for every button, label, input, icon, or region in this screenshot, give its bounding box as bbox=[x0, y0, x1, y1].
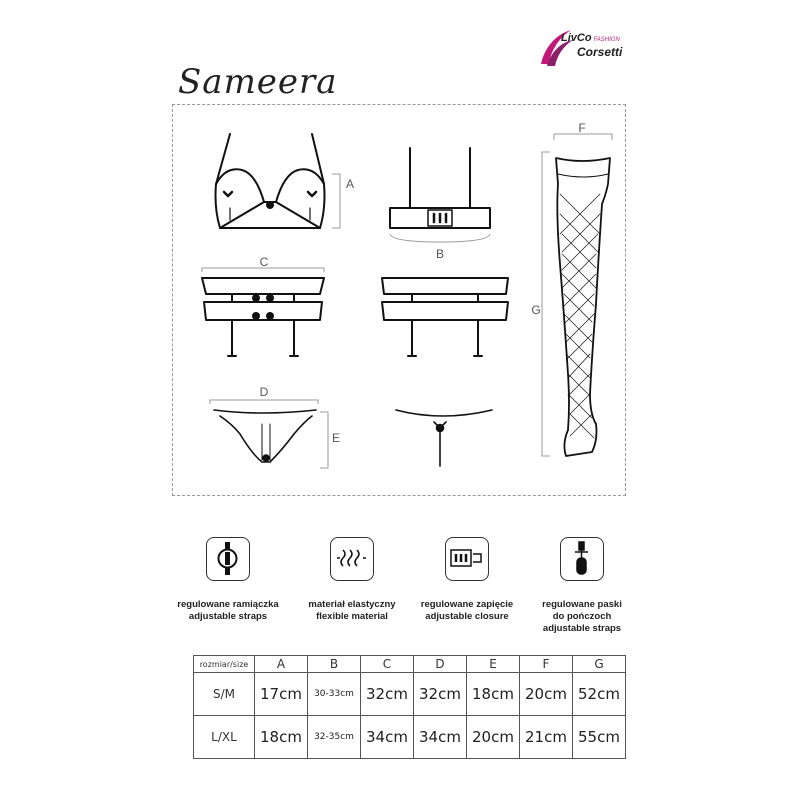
thong-front-illustration bbox=[214, 410, 316, 462]
size-cell: 32-35cm bbox=[308, 716, 361, 759]
size-cell: 20cm bbox=[520, 673, 573, 716]
table-row bbox=[194, 716, 626, 759]
size-row-label: L/XL bbox=[194, 716, 255, 759]
measure-label-b: B bbox=[435, 247, 445, 261]
size-cell: 34cm bbox=[361, 716, 414, 759]
feature-label-material: materiał elastyczny flexible material bbox=[308, 599, 396, 622]
bra-back-illustration bbox=[390, 148, 490, 228]
size-table-header-row bbox=[194, 656, 626, 673]
bra-front-illustration bbox=[216, 134, 325, 228]
size-col-e: E bbox=[467, 656, 520, 673]
feature-label-garter-straps: regulowane paski do pończoch adjustable straps bbox=[542, 599, 622, 634]
measure-label-g: G bbox=[531, 303, 541, 317]
size-table bbox=[193, 655, 626, 759]
garter-belt-back-illustration bbox=[382, 278, 508, 356]
size-col-f: F bbox=[520, 656, 573, 673]
size-col-g: G bbox=[573, 656, 626, 673]
size-col-b: B bbox=[308, 656, 361, 673]
size-cell: 21cm bbox=[520, 716, 573, 759]
size-cell: 30-33cm bbox=[308, 673, 361, 716]
brand-name-line2: Corsetti bbox=[577, 45, 623, 59]
thong-back-illustration bbox=[396, 410, 492, 466]
measure-label-d: D bbox=[259, 385, 269, 399]
table-row bbox=[194, 673, 626, 716]
size-cell: 18cm bbox=[467, 673, 520, 716]
size-table-corner: rozmiar/size bbox=[194, 656, 255, 673]
size-cell: 17cm bbox=[255, 673, 308, 716]
measure-label-f: F bbox=[578, 121, 586, 135]
garter-clip-icon bbox=[560, 537, 604, 581]
stocking-illustration bbox=[556, 158, 610, 456]
size-cell: 18cm bbox=[255, 716, 308, 759]
brand-logo bbox=[535, 26, 635, 74]
measure-label-c: C bbox=[259, 255, 269, 269]
size-cell: 52cm bbox=[573, 673, 626, 716]
size-row-label: S/M bbox=[194, 673, 255, 716]
size-col-c: C bbox=[361, 656, 414, 673]
feature-label-straps: regulowane ramiączka adjustable straps bbox=[177, 599, 279, 622]
product-diagram bbox=[172, 104, 626, 496]
brand-name-line1: LivCo FASHION bbox=[561, 32, 620, 44]
size-cell: 34cm bbox=[414, 716, 467, 759]
stocking-fishnet-pattern bbox=[560, 194, 600, 438]
size-cell: 32cm bbox=[414, 673, 467, 716]
size-col-a: A bbox=[255, 656, 308, 673]
measure-label-a: A bbox=[345, 177, 355, 191]
size-col-d: D bbox=[414, 656, 467, 673]
adjustable-strap-icon bbox=[206, 537, 250, 581]
size-cell: 20cm bbox=[467, 716, 520, 759]
garter-belt-front-illustration bbox=[202, 278, 324, 356]
elastic-material-icon bbox=[330, 537, 374, 581]
product-title: Sameera bbox=[178, 62, 338, 102]
feature-label-closure: regulowane zapięcie adjustable closure bbox=[420, 599, 514, 622]
measure-label-e: E bbox=[331, 431, 341, 445]
size-cell: 55cm bbox=[573, 716, 626, 759]
size-cell: 32cm bbox=[361, 673, 414, 716]
hook-closure-icon bbox=[445, 537, 489, 581]
